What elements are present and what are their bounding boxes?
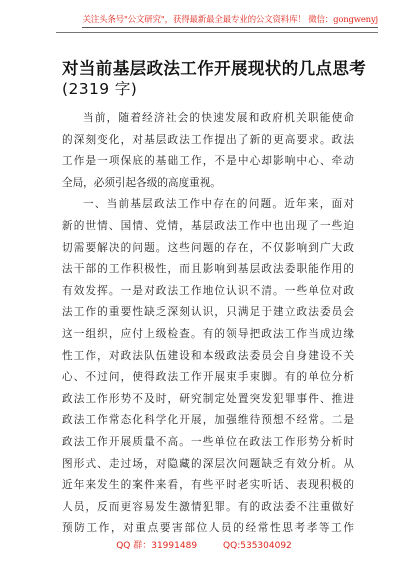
- footer-contact: [0, 538, 408, 551]
- footer-qq-group: QQ 群：31991489: [116, 541, 198, 551]
- body-line: 心、不过问，使得政法工作开展束手束脚。有的单位分析: [62, 371, 354, 384]
- body-line: 法工作的重要性缺乏深刻认识，只满足于建立政法委员会: [62, 306, 354, 319]
- body-line: 人员，反而更容易发生激情犯罪。有的政法委不注重做好: [62, 500, 354, 513]
- body-line: 有效发挥。一是对政法工作地位认识不清。一些单位对政: [62, 284, 354, 297]
- body-line: 新的世情、国情、党情，基层政法工作中也出现了一些迫: [62, 219, 354, 232]
- header-divider: [56, 32, 378, 33]
- body-line: 预防工作，对重点要害部位人员的经常性思考孝等工作: [62, 522, 354, 535]
- body-line: 法干部的工作积极性，而且影响到基层政法委职能作用的: [62, 263, 354, 276]
- body-line: 政法工作常态化科学化开展，加强维待预想不经常。二是: [62, 414, 354, 427]
- body-line: 切需要解决的问题。这些问题的存在，不仅影响到广大政: [62, 241, 354, 254]
- body-line: 政法工作开展质量不高。一些单位在政法工作形势分析时: [62, 435, 354, 448]
- body-line: 政法工作形势不及时，研究制定处置突发犯罪事件、推进: [62, 392, 354, 405]
- body-line: 性工作，对政法队伍建设和本级政法委员会自身建设不关: [62, 349, 354, 362]
- body-line: 工作是一项保底的基础工作，不是中心却影响中心、牵动: [62, 155, 354, 168]
- document-title: [62, 58, 367, 100]
- body-line: 近年来发生的案件来看，有些平时老实听话、表现积极的: [62, 479, 354, 492]
- title-line-1: 对当前基层政法工作开展现状的几点思考: [62, 59, 367, 78]
- section-heading-line: 一、当前基层政法工作中存在的问题。近年来，面对: [83, 198, 354, 211]
- header-promo-note: 关注头条号"公文研究"，获得最新最全最专业的公文资料库！ 微信：gongwenyj: [82, 13, 378, 28]
- footer-qq-number: QQ:535304092: [223, 541, 292, 551]
- body-line: 当前，随着经济社会的快速发展和政府机关职能使命: [83, 112, 354, 124]
- body-line: 图形式、走过场，对隐藏的深层次问题缺乏有效分析。从: [62, 457, 354, 470]
- title-word-count: (2319 字): [62, 80, 138, 98]
- body-line: 全局，必须引起各级的高度重视。: [62, 176, 221, 189]
- body-line: 的深刻变化，对基层政法工作提出了新的更高要求。政法: [62, 133, 354, 146]
- document-body: [62, 108, 354, 540]
- body-line: 这一组织，应付上级检查。有的领导把政法工作当成边缘: [62, 327, 354, 340]
